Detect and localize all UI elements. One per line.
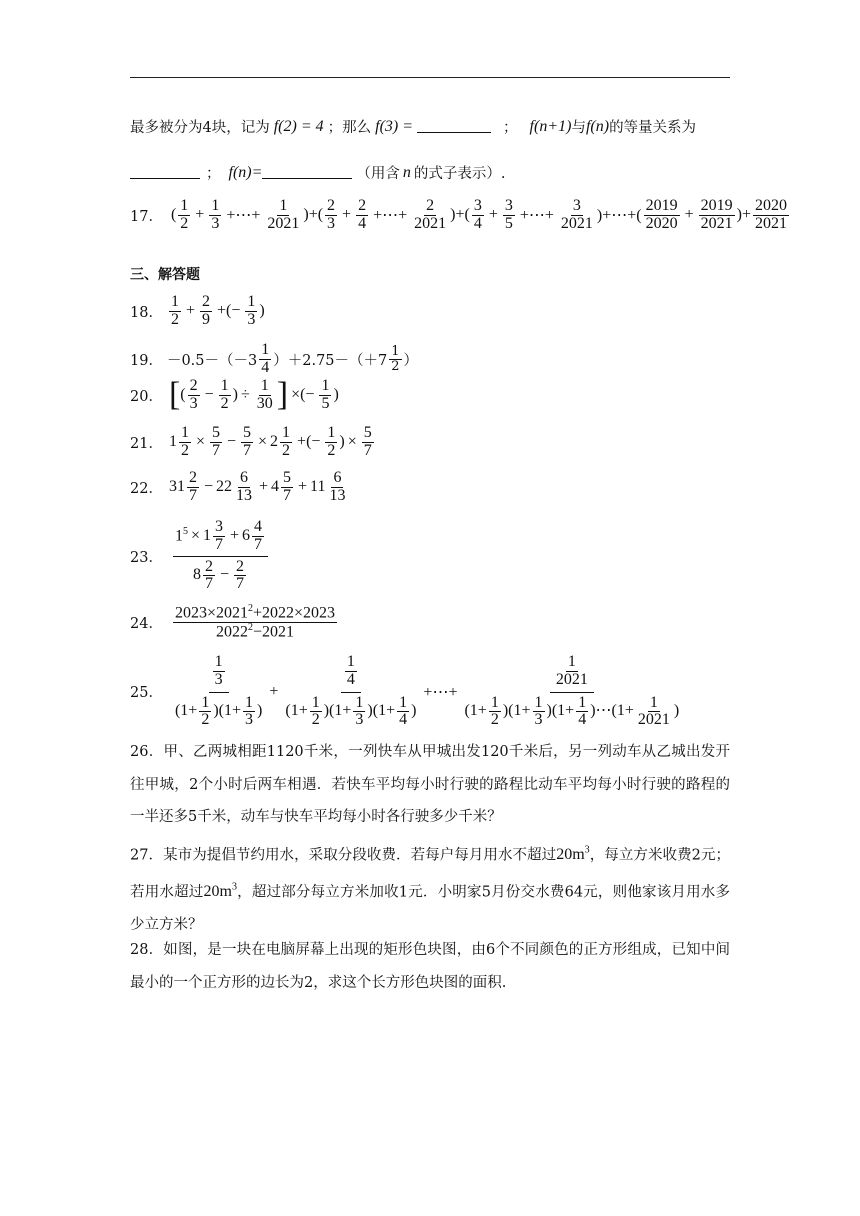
q16-blank-1[interactable] [417,120,491,133]
q27-number: 27． [130,847,164,864]
question-26 [130,736,730,834]
q16-fn1: f(n+1) [529,117,572,135]
q16-text: 最多被分为4块，记为 [130,120,270,136]
q16-note-end: 的式子表示）. [413,166,506,182]
q27-unit-2: $20m^3$ [203,881,237,901]
q16-yu: 与 [571,120,586,136]
q27-text-c: ，超过部分每立方米加收1元．小明家5月份交水费64元，则他家该月用水多少立方米？ [130,884,730,933]
q16-semi-2: ； [206,166,221,182]
question-24: 24． $\frac{2023\times 2021^2+2022\times 2023}{2022^2-2021}$ [130,603,336,641]
q28-text: 如图，是一块在电脑屏幕上出现的矩形色块图，由6个不同颜色的正方形组成，已知中间最小的一个正方形的边长为2，求这个长方形色块图的面积. [130,942,730,991]
q21-number: 21． [130,435,163,452]
q27-text-a: 某市为提倡节约用水，采取分段收费．若每户每月用水不超过 [163,847,557,864]
q19-number: 19． [130,352,163,369]
question-21: 21． 1 $\frac{1}{2}$ × $\frac{5}{7}$ − $\frac{5}{7}$ × 2 $\frac{1}{2}$ +(− $\frac{1}{2}$ ) × $\frac{5}{7}$ [130,424,372,459]
q16-then: ；那么 [327,120,372,136]
q16-fn: f(n) [585,117,610,135]
question-27 [130,835,730,941]
question-22: 22． 31 $\frac{2}{7}$ − 22 $\frac{6}{13}$ + 4 $\frac{5}{7}$ + 11 $\frac{6}{13}$ [130,469,346,504]
q19-expr-b: ）＋2.75－（＋7 [273,352,388,369]
q16-tail: 的等量关系为 [609,120,697,136]
q16-f2-eq: f(2) = 4 [273,117,324,135]
q16-blank-3[interactable] [262,166,352,179]
q16-line-2 [130,162,506,183]
question-20: 20． [ ( $\frac{2}{3}$ − $\frac{1}{2}$ ) ÷ $\frac{1}{30}$ ] ×(− $\frac{1}{5}$ ) [130,376,339,414]
q25-number: 25． [130,685,163,702]
q16-note: （用含 [356,166,400,182]
q16-f3-eq: f(3) = [375,117,414,135]
q27-text-b: ，每立方米收费2元；若用水超过 [130,847,731,901]
q20-number: 20． [130,388,163,405]
q24-number: 24． [130,616,163,633]
q26-text: 甲、乙两城相距1120千米，一列快车从甲城出发120千米后，另一列动车从乙城出发开往甲城，2个小时后两车相遇．若快车平均每小时行驶的路程比动车平均每小时行驶的路程的一半还多5千米，动车与快车平均每小时各行驶多少千米？ [130,744,730,825]
question-17: 17． ( $\frac{1}{2}$ + $\frac{1}{3}$ +⋯+ $\frac{1}{2021}$ )+( $\frac{2}{3}$ + $\frac{2}{4}$ +⋯+ $\frac{2}{2021}$ )+( $\frac{3}{4}$ + $\frac{3}{5}$ +⋯+ $\frac{3}{2021}$ )+⋯+( $\frac{2019}{2020}$ + $\frac{2019}{2021}$ )+ $\frac{2020}{2021}$ [130,197,787,232]
question-18: 18． $\frac{1}{2}$ + $\frac{2}{9}$ +(− $\frac{1}{3}$ ) [130,293,265,328]
header-rule [130,77,730,78]
q27-unit-1: $20m^3$ [556,845,590,864]
q22-number: 22． [130,480,163,497]
q17-number: 17． [130,208,163,225]
q19-expr-c: ） [403,352,419,369]
q18-number: 18． [130,304,163,321]
question-23: 23． $1^5$ × 1 $\frac{3}{7}$ + 6 $\frac{4}{7}$ 8 $\frac{2}{7}$ − $\frac{2}{7}$ [130,519,270,593]
section-title: 三、解答题 [130,267,200,283]
q26-number: 26． [130,744,164,760]
q28-number: 28． [130,942,164,958]
question-19: 19． －0.5－（－3 $\frac{1}{4}$ ）＋2.75－（＋7 $\frac{1}{2}$ ） [130,341,419,376]
q16-fn-eq: f(n)= [228,163,263,181]
q16-blank-2[interactable] [130,166,200,179]
q16-n-var: n [402,163,411,181]
q16-semi-1: ； [503,120,518,136]
q23-number: 23． [130,549,163,566]
q19-expr-a: －0.5－（－3 [166,352,258,369]
question-28 [130,934,730,999]
question-25: 25． $\frac{1}{3}$ (1+ $\frac{1}{2}$ )(1+ $\frac{1}{3}$ ) + $\frac{1}{4}$ (1+ $\frac{1}{2}$ )(1+ $\frac{1}{3}$ )(1+ $\frac{1}{4}$ ) +⋯+ $\frac{1}{2021}$ (1+ $\frac{1}{2}$ )(1+ $\frac{1}{3}$ )(1+ $\frac{1}{4}$ )⋯(1+ $\frac{1}{2021}$ ) [130,653,680,729]
q16-line-1 [130,116,696,137]
